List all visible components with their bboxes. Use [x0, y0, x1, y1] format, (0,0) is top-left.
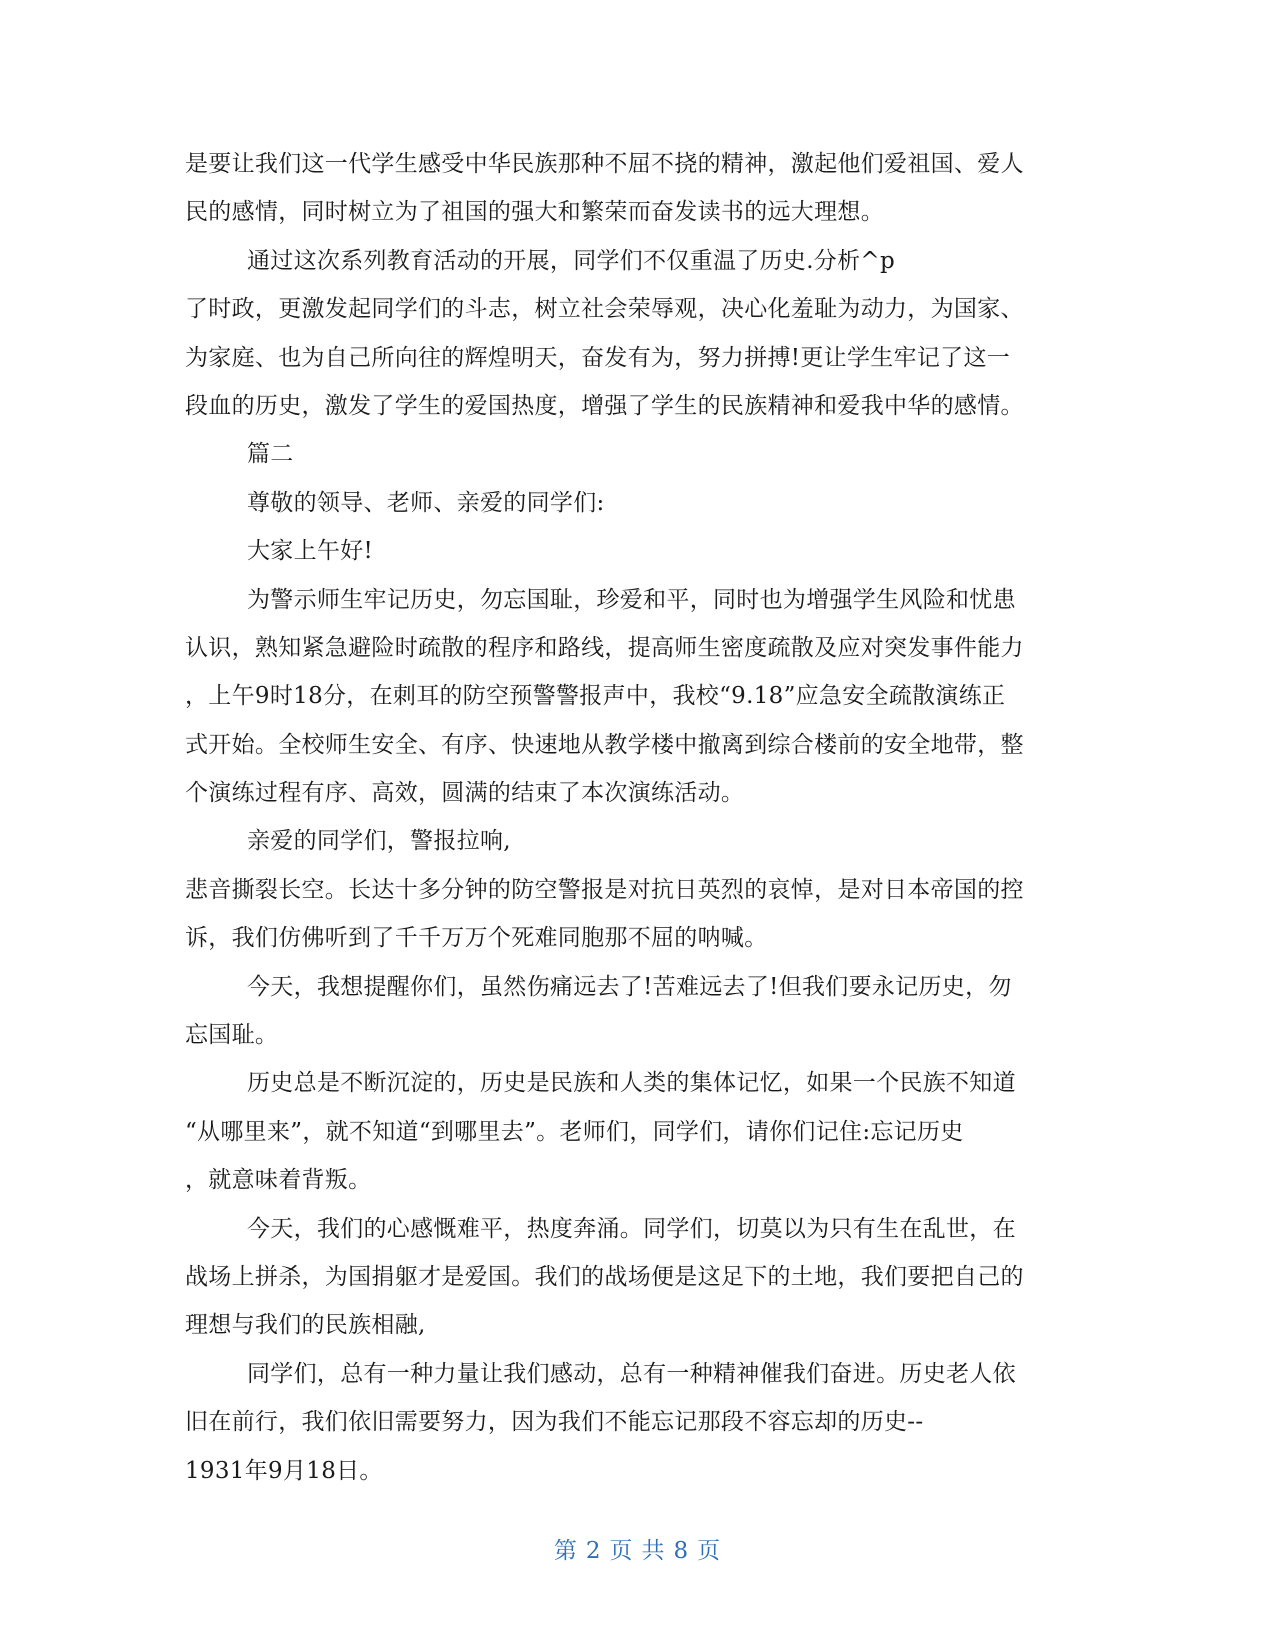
text-line: 悲音撕裂长空。长达十多分钟的防空警报是对抗日英烈的哀悼，是对日本帝国的控: [185, 876, 1024, 903]
page-label-prefix: 第: [553, 1538, 578, 1564]
text-line: 战场上拼杀，为国捐躯才是爱国。我们的战场便是这足下的土地，我们要把自己的: [185, 1263, 1024, 1290]
text-line: 了时政，更激发起同学们的斗志，树立社会荣辱观，决心化羞耻为动力，为国家、: [185, 296, 1024, 323]
page-total-number: 8: [673, 1538, 690, 1564]
text-line: 式开始。全校师生安全、有序、快速地从教学楼中撤离到综合楼前的安全地带，整: [185, 731, 1024, 758]
text-line: 今天，我们的心感慨难平，热度奔涌。同学们，切莫以为只有生在乱世，在: [247, 1215, 1016, 1242]
text-line: 篇二: [247, 441, 294, 468]
text-line: 同学们，总有一种力量让我们感动，总有一种精神催我们奋进。历史老人依: [247, 1360, 1016, 1387]
text-line: 为警示师生牢记历史，勿忘国耻，珍爱和平，同时也为增强学生风险和忧患: [247, 586, 1016, 613]
text-line: 认识，熟知紧急避险时疏散的程序和路线，提高师生密度疏散及应对突发事件能力: [185, 634, 1024, 661]
text-line: 个演练过程有序、高效，圆满的结束了本次演练活动。: [185, 780, 745, 807]
text-line: 是要让我们这一代学生感受中华民族那种不屈不挠的精神，激起他们爱祖国、爱人: [185, 151, 1024, 177]
page-label-mid2: 共: [641, 1538, 666, 1564]
text-line: 历史总是不断沉淀的，历史是民族和人类的集体记忆，如果一个民族不知道: [247, 1070, 1016, 1097]
text-line: ，就意味着背叛。: [185, 1167, 372, 1194]
text-line: 诉，我们仿佛听到了千千万万个死难同胞那不屈的呐喊。: [185, 925, 768, 952]
page-label-mid1: 页: [609, 1538, 634, 1564]
page-footer: [0, 1532, 1275, 1565]
text-line: 通过这次系列教育活动的开展，同学们不仅重温了历史.分析^p: [247, 247, 896, 274]
page-current-number: 2: [585, 1538, 602, 1564]
text-line: 大家上午好!: [247, 538, 374, 565]
text-line: 忘国耻。: [185, 1022, 279, 1049]
text-line: ，上午9时18分，在刺耳的防空预警警报声中，我校“9.18”应急安全疏散演练正: [185, 683, 1006, 710]
text-line: 民的感情，同时树立为了祖国的强大和繁荣而奋发读书的远大理想。: [185, 199, 884, 226]
text-line: “从哪里来”，就不知道“到哪里去”。老师们，同学们，请你们记住:忘记历史: [185, 1118, 964, 1145]
text-line: 旧在前行，我们依旧需要努力，因为我们不能忘记那段不容忘却的历史--: [185, 1409, 924, 1436]
text-line: 亲爱的同学们，警报拉响,: [247, 828, 511, 855]
page-label-suffix: 页: [697, 1538, 722, 1564]
text-line: 1931年9月18日。: [185, 1457, 383, 1484]
document-body: [185, 140, 1090, 1495]
text-line: 今天，我想提醒你们，虽然伤痛远去了!苦难远去了!但我们要永记历史，勿: [247, 973, 1012, 1000]
text-line: 段血的历史，激发了学生的爱国热度，增强了学生的民族精神和爱我中华的感情。: [185, 392, 1024, 419]
text-line: 为家庭、也为自己所向往的辉煌明天，奋发有为，努力拼搏!更让学生牢记了这一: [185, 344, 1011, 371]
text-line: 理想与我们的民族相融,: [185, 1312, 426, 1339]
text-line: 尊敬的领导、老师、亲爱的同学们:: [247, 489, 605, 516]
